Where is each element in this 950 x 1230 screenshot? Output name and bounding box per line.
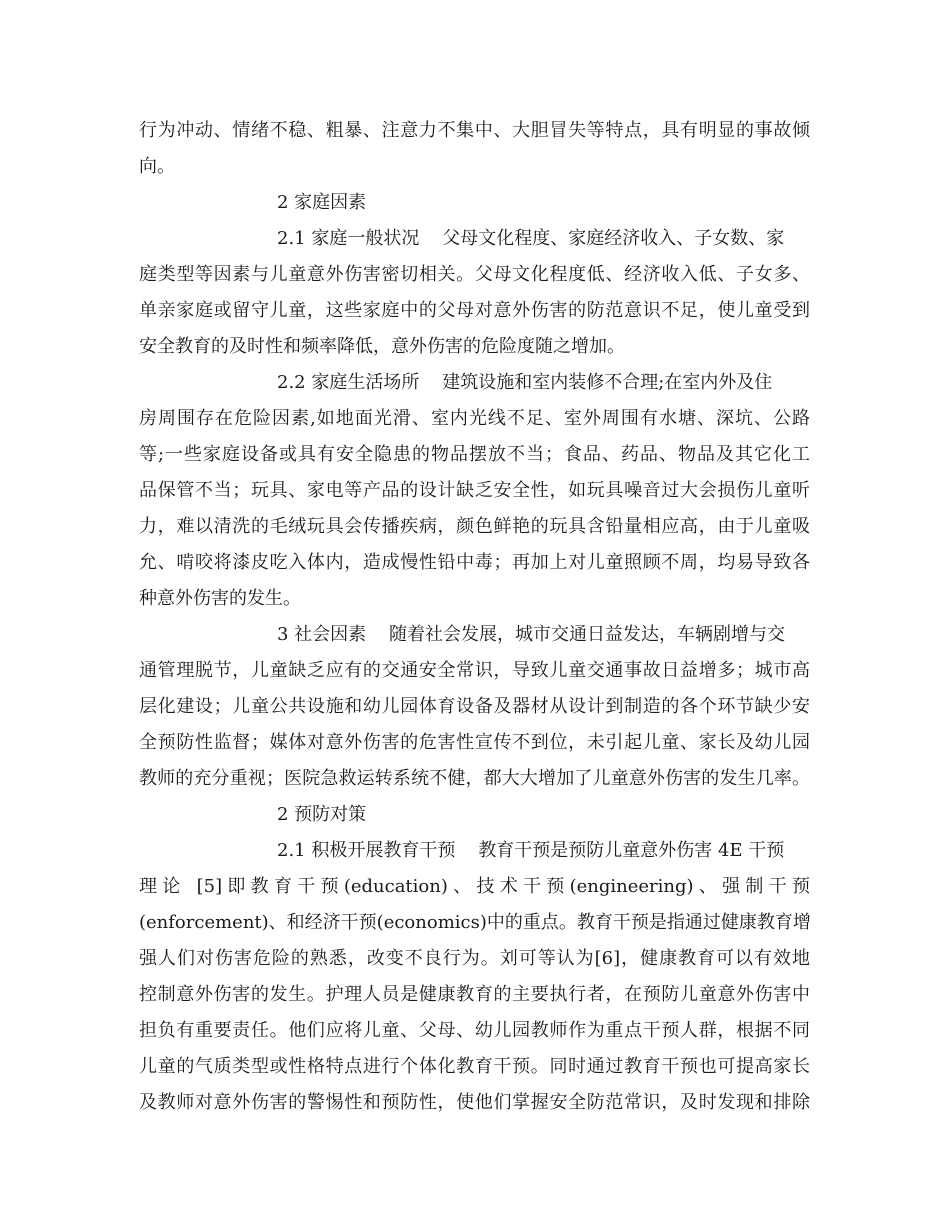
- section-heading: 2 预防对策: [277, 804, 367, 825]
- paragraph-line: 儿童的气质类型或性格特点进行个体化教育干预。同时通过教育干预也可提高家长: [139, 1056, 810, 1077]
- paragraph-line: 种意外伤害的发生。: [139, 588, 301, 609]
- paragraph-line: 单亲家庭或留守儿童，这些家庭中的父母对意外伤害的防范意识不足，使儿童受到: [139, 300, 810, 321]
- paragraph-line: 房周围存在危险因素,如地面光滑、室内光线不足、室外周围有水塘、深坑、公路: [139, 408, 810, 429]
- section-heading-line: 3 社会因素 随着社会发展，城市交通日益发达，车辆剧增与交: [277, 624, 786, 645]
- paragraph-line: 允、啃咬将漆皮吃入体内，造成慢性铅中毒；再加上对儿童照顾不周，均易导致各: [139, 552, 810, 573]
- paragraph-line: 理论 [5]即教育干预(education)、技术干预(engineering)、强制干预: [139, 876, 810, 897]
- section-heading: 2 家庭因素: [277, 192, 367, 213]
- paragraph-line: 向。: [139, 156, 175, 177]
- paragraph-line: 通管理脱节，儿童缺乏应有的交通安全常识，导致儿童交通事故日益增多；城市高: [139, 660, 810, 681]
- paragraph-line: 层化建设；儿童公共设施和幼儿园体育设备及器材从设计到制造的各个环节缺少安: [139, 696, 810, 717]
- paragraph-line: 强人们对伤害危险的熟悉，改变不良行为。刘可等认为[6]，健康教育可以有效地: [139, 948, 810, 969]
- paragraph-line: 控制意外伤害的发生。护理人员是健康教育的主要执行者，在预防儿童意外伤害中: [139, 984, 810, 1005]
- paragraph-line: 教师的充分重视；医院急救运转系统不健，都大大增加了儿童意外伤害的发生几率。: [139, 768, 810, 789]
- paragraph-line: 及教师对意外伤害的警惕性和预防性，使他们掌握安全防范常识，及时发现和排除: [139, 1092, 810, 1113]
- paragraph-line: 安全教育的及时性和频率降低，意外伤害的危险度随之增加。: [139, 336, 625, 357]
- paragraph-line: 行为冲动、情绪不稳、粗暴、注意力不集中、大胆冒失等特点，具有明显的事故倾: [139, 120, 810, 141]
- paragraph-line: 等;一些家庭设备或具有安全隐患的物品摆放不当；食品、药品、物品及其它化工: [139, 444, 810, 465]
- paragraph-line: 担负有重要责任。他们应将儿童、父母、幼儿园教师作为重点干预人群，根据不同: [139, 1020, 810, 1041]
- subsection-heading-line: 2.1 家庭一般状况 父母文化程度、家庭经济收入、子女数、家: [277, 228, 785, 249]
- paragraph-line: 力，难以清洗的毛绒玩具会传播疾病，颜色鲜艳的玩具含铅量相应高，由于儿童吸: [139, 516, 810, 537]
- paragraph-line: 品保管不当；玩具、家电等产品的设计缺乏安全性，如玩具噪音过大会损伤儿童听: [139, 480, 810, 501]
- subsection-heading-line: 2.2 家庭生活场所 建筑设施和室内装修不合理;在室内外及住: [277, 372, 773, 393]
- paragraph-line: (enforcement)、和经济干预(economics)中的重点。教育干预是指通过健康教育增: [139, 912, 811, 933]
- subsection-heading-line: 2.1 积极开展教育干预 教育干预是预防儿童意外伤害 4E 干预: [277, 840, 785, 861]
- paragraph-line: 庭类型等因素与儿童意外伤害密切相关。父母文化程度低、经济收入低、子女多、: [139, 264, 810, 285]
- paragraph-line: 全预防性监督；媒体对意外伤害的危害性宣传不到位，未引起儿童、家长及幼儿园: [139, 732, 810, 753]
